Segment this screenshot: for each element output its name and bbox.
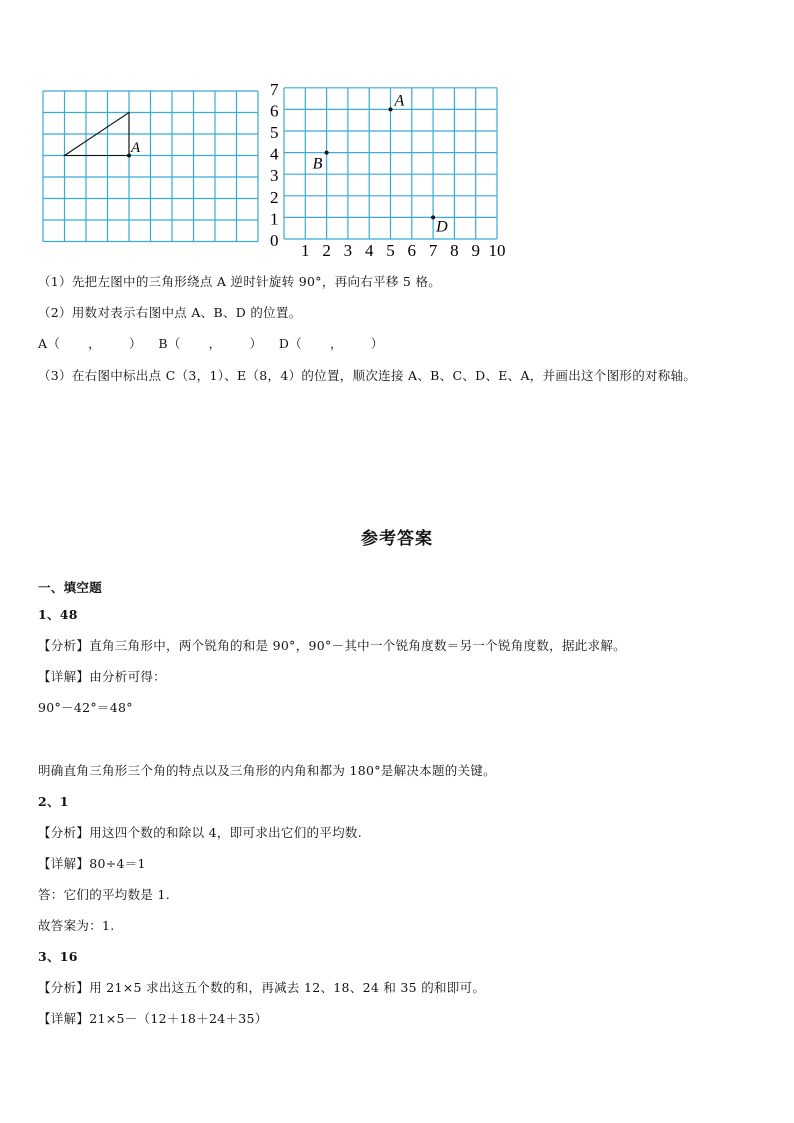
answer-line: 1、48	[38, 607, 78, 622]
point-label-a: A	[394, 92, 405, 110]
x-tick-label: 1	[301, 241, 310, 260]
x-tick-label: 4	[364, 241, 374, 260]
answers-title: 参考答案	[361, 529, 433, 549]
blank-d-comma: ，	[329, 336, 343, 351]
y-tick-label: 1	[270, 209, 279, 229]
question-2: （2）用数对表示右图中点 A、B、D 的位置。	[38, 305, 302, 320]
blank-d-label: D（	[278, 336, 302, 351]
y-tick-label: 6	[270, 101, 279, 121]
answers-section: 一、填空题	[38, 580, 103, 595]
x-tick-label: 2	[322, 241, 331, 260]
blank-d-close: ）	[370, 336, 384, 351]
x-tick-label: 10	[488, 241, 506, 260]
point-label-b: B	[312, 155, 323, 173]
right-points	[313, 92, 449, 235]
point-label-d: D	[436, 218, 448, 236]
left-triangle	[65, 113, 132, 158]
x-tick-label: 5	[386, 241, 395, 260]
x-tick-label: 3	[343, 241, 353, 260]
question-2-blanks	[38, 334, 384, 352]
point-dot-b	[325, 151, 329, 155]
point-dot-a	[389, 107, 393, 111]
y-tick-label: 3	[270, 166, 279, 186]
answer-line: 【分析】用 21×5 求出这五个数的和，再减去 12、18、24 和 35 的和即可。	[38, 980, 486, 995]
answer-line: 3、16	[38, 949, 78, 964]
answer-line: 【详解】由分析可得：	[38, 669, 167, 684]
x-tick-label: 8	[450, 241, 459, 260]
answer-line: 2、1	[38, 794, 69, 809]
answer-line: 【详解】21×5－（12＋18＋24＋35）	[38, 1011, 268, 1026]
x-tick-label: 6	[407, 241, 417, 260]
question-3: （3）在右图中标出点 C（3，1）、E（8，4）的位置，顺次连接 A、B、C、D、E、A，并画出这个图形的对称轴。	[38, 368, 697, 383]
blank-b-close: ）	[249, 336, 263, 351]
figures	[0, 0, 794, 270]
answer-line: 90°－42°＝48°	[38, 700, 133, 715]
blank-b-label: B（	[158, 336, 181, 351]
y-tick-label: 4	[270, 144, 279, 164]
x-tick-label: 7	[428, 241, 438, 260]
y-tick-label: 7	[270, 79, 279, 99]
y-tick-label: 5	[270, 123, 279, 142]
y-tick-label: 2	[270, 187, 279, 207]
answer-line: 【详解】80÷4＝1	[38, 856, 146, 871]
answer-line: 【分析】直角三角形中，两个锐角的和是 90°，90°－其中一个锐角度数＝另一个锐角度数，据此求解。	[38, 638, 626, 653]
left-point-label-a: A	[131, 140, 141, 156]
question-1: （1）先把左图中的三角形绕点 A 逆时针旋转 90°，再向右平移 5 格。	[38, 274, 442, 289]
answer-line: 故答案为：1.	[38, 918, 115, 933]
blank-a-label: A（	[38, 336, 61, 351]
blank-a-close: ）	[128, 336, 142, 351]
answer-line: 答：它们的平均数是 1.	[38, 887, 170, 902]
y-tick-label: 0	[270, 231, 279, 250]
answer-line: 【分析】用这四个数的和除以 4，即可求出它们的平均数.	[38, 825, 363, 840]
left-grid	[43, 91, 258, 242]
answer-line: 明确直角三角形三个角的特点以及三角形的内角和都为 180°是解决本题的关键。	[38, 763, 496, 778]
x-tick-label: 9	[471, 241, 480, 260]
blank-b-comma: ，	[208, 336, 222, 351]
point-dot-d	[431, 215, 435, 219]
blank-a-comma: ，	[88, 336, 101, 351]
